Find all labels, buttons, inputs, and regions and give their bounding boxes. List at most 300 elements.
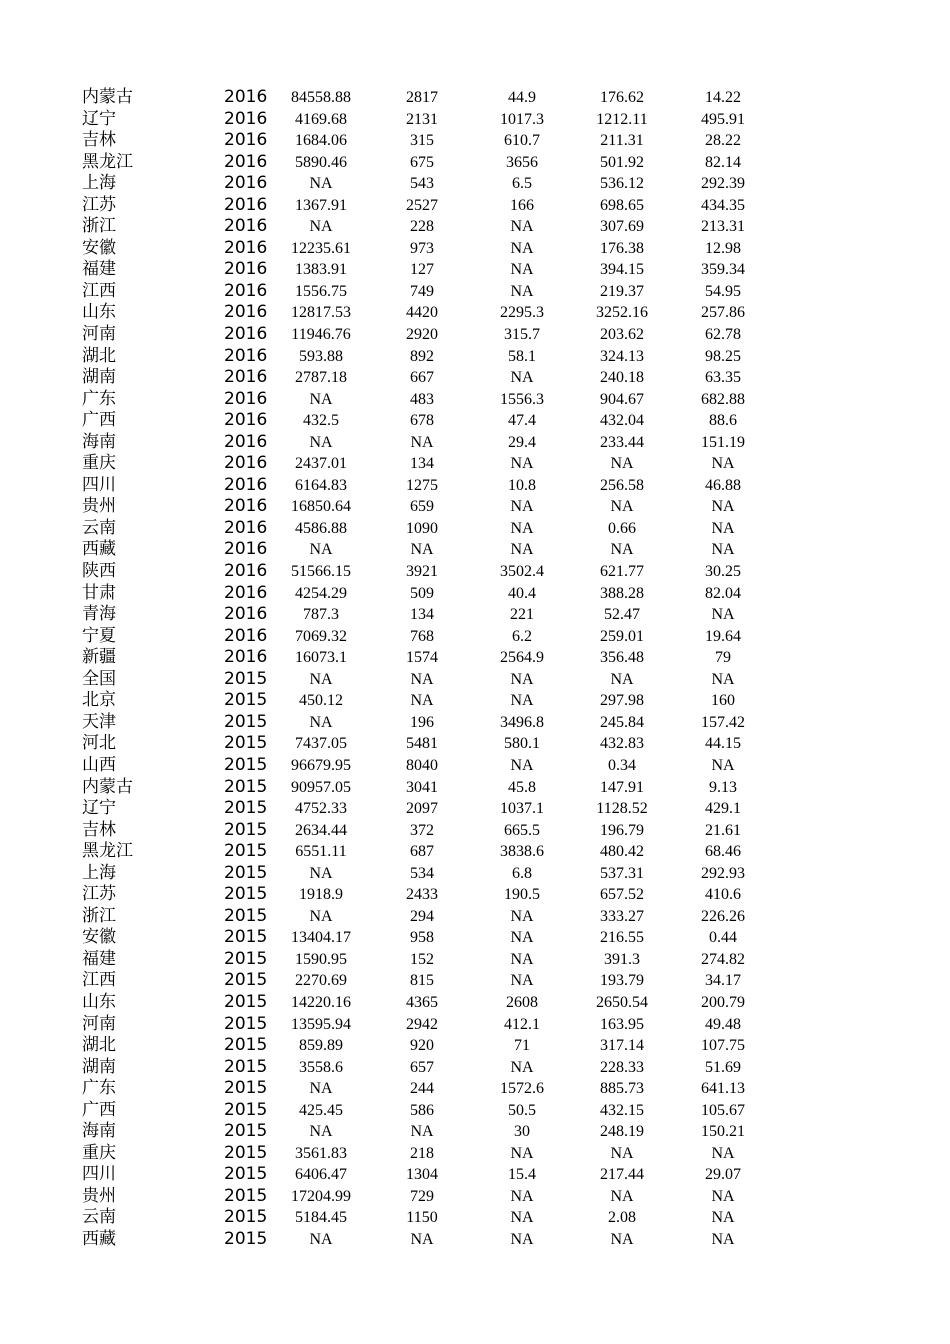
value-cell-1: NA [309,390,333,408]
year-cell: 2015 [224,1035,268,1056]
year-cell: 2015 [224,862,268,883]
value-cell-3: 29.4 [508,433,536,451]
value-cell-1: 425.45 [299,1101,343,1119]
value-cell-5: NA [711,606,735,624]
year-cell: 2016 [224,517,268,538]
value-cell-1: 3561.83 [295,1144,347,1162]
table-row [0,259,950,281]
region-cell: 安徽 [82,237,116,258]
table-row [0,561,950,583]
value-cell-4: 259.01 [600,627,644,645]
value-cell-3: 45.8 [508,778,536,796]
value-cell-3: 1037.1 [500,800,544,818]
value-cell-1: 432.5 [303,412,339,430]
region-cell: 湖北 [82,345,116,366]
value-cell-3: NA [510,692,534,710]
value-cell-1: 4586.88 [295,519,347,537]
value-cell-5: 68.46 [705,843,741,861]
year-cell: 2016 [224,151,268,172]
region-cell: 辽宁 [82,108,116,129]
table-row [0,755,950,777]
value-cell-3: 2295.3 [500,304,544,322]
value-cell-1: 1684.06 [295,132,347,150]
region-cell: 辽宁 [82,798,116,819]
table-row [0,130,950,152]
value-cell-5: 682.88 [701,390,745,408]
value-cell-5: 434.35 [701,196,745,214]
value-cell-2: 1304 [406,1166,438,1184]
value-cell-2: NA [410,433,434,451]
value-cell-5: NA [711,756,735,774]
region-cell: 上海 [82,862,116,883]
table-row [0,949,950,971]
value-cell-4: 432.04 [600,412,644,430]
value-cell-4: 248.19 [600,1123,644,1141]
value-cell-3: 10.8 [508,476,536,494]
year-cell: 2015 [224,1099,268,1120]
value-cell-4: 698.65 [600,196,644,214]
value-cell-3: 3838.6 [500,843,544,861]
value-cell-1: 13595.94 [291,1015,351,1033]
region-cell: 云南 [82,517,116,538]
value-cell-5: 49.48 [705,1015,741,1033]
value-cell-5: 160 [711,692,735,710]
value-cell-3: 6.8 [512,864,532,882]
value-cell-4: NA [610,1187,634,1205]
value-cell-5: 34.17 [705,972,741,990]
year-cell: 2016 [224,496,268,517]
year-cell: 2016 [224,87,268,107]
value-cell-4: 176.62 [600,89,644,106]
value-cell-5: 54.95 [705,282,741,300]
value-cell-1: 2437.01 [295,455,347,473]
value-cell-4: 388.28 [600,584,644,602]
value-cell-3: NA [510,1187,534,1205]
value-cell-5: NA [711,455,735,473]
value-cell-4: 356.48 [600,649,644,667]
region-cell: 广东 [82,1078,116,1099]
value-cell-2: 729 [410,1187,434,1205]
value-cell-5: 63.35 [705,369,741,387]
value-cell-1: 1590.95 [295,950,347,968]
value-cell-3: 50.5 [508,1101,536,1119]
year-cell: 2016 [224,324,268,345]
value-cell-1: 84558.88 [291,89,351,106]
value-cell-1: 90957.05 [291,778,351,796]
value-cell-4: 52.47 [604,606,640,624]
value-cell-3: 166 [510,196,534,214]
value-cell-5: 44.15 [705,735,741,753]
value-cell-3: 2564.9 [500,649,544,667]
region-cell: 贵州 [82,1185,116,1206]
region-cell: 广西 [82,1099,116,1120]
year-cell: 2016 [224,474,268,495]
value-cell-3: NA [510,239,534,257]
value-cell-5: 82.04 [705,584,741,602]
table-row [0,798,950,820]
value-cell-4: 228.33 [600,1058,644,1076]
value-cell-1: NA [309,713,333,731]
year-cell: 2015 [224,1185,268,1206]
value-cell-1: 13404.17 [291,929,351,947]
table-row [0,1143,950,1165]
value-cell-2: 2942 [406,1015,438,1033]
value-cell-4: 394.15 [600,261,644,279]
year-cell: 2016 [224,410,268,431]
value-cell-5: 82.14 [705,153,741,171]
table-row [0,367,950,389]
year-cell: 2015 [224,1121,268,1142]
region-cell: 贵州 [82,496,116,517]
table-row [0,346,950,368]
region-cell: 江西 [82,970,116,991]
value-cell-2: 8040 [406,756,438,774]
region-cell: 四川 [82,474,116,495]
region-cell: 江西 [82,280,116,301]
region-cell: 陕西 [82,561,116,582]
region-cell: 海南 [82,431,116,452]
value-cell-1: NA [309,907,333,925]
value-cell-4: NA [610,498,634,516]
value-cell-1: 96679.95 [291,756,351,774]
year-cell: 2016 [224,625,268,646]
region-cell: 江苏 [82,884,116,905]
region-cell: 上海 [82,173,116,194]
value-cell-5: 151.19 [701,433,745,451]
year-cell: 2016 [224,173,268,194]
region-cell: 天津 [82,711,116,732]
table-row [0,1100,950,1122]
value-cell-4: 217.44 [600,1166,644,1184]
table-row [0,992,950,1014]
table-row [0,432,950,454]
region-cell: 福建 [82,948,116,969]
value-cell-2: 196 [410,713,434,731]
region-cell: 江苏 [82,194,116,215]
region-cell: 西藏 [82,539,116,560]
value-cell-2: 543 [410,175,434,193]
table-row [0,927,950,949]
year-cell: 2016 [224,280,268,301]
value-cell-2: 218 [410,1144,434,1162]
value-cell-1: 787.3 [303,606,339,624]
value-cell-2: 372 [410,821,434,839]
year-cell: 2015 [224,1078,268,1099]
value-cell-4: 211.31 [600,132,644,150]
value-cell-3: NA [510,541,534,559]
year-cell: 2015 [224,1228,268,1249]
value-cell-2: 3921 [406,563,438,581]
region-cell: 四川 [82,1164,116,1185]
value-cell-5: 62.78 [705,326,741,344]
value-cell-3: 15.4 [508,1166,536,1184]
year-cell: 2015 [224,798,268,819]
value-cell-3: 71 [514,1037,530,1055]
year-cell: 2016 [224,130,268,151]
year-cell: 2015 [224,690,268,711]
year-cell: 2015 [224,841,268,862]
value-cell-4: 621.77 [600,563,644,581]
year-cell: 2015 [224,884,268,905]
value-cell-5: NA [711,519,735,537]
value-cell-4: 432.15 [600,1101,644,1119]
year-cell: 2016 [224,539,268,560]
value-cell-4: 256.58 [600,476,644,494]
value-cell-2: 675 [410,153,434,171]
year-cell: 2015 [224,927,268,948]
value-cell-2: 483 [410,390,434,408]
value-cell-1: 51566.15 [291,563,351,581]
table-row [0,195,950,217]
table-row [0,604,950,626]
year-cell: 2015 [224,970,268,991]
year-cell: 2015 [224,668,268,689]
value-cell-5: NA [711,670,735,688]
value-cell-2: 973 [410,239,434,257]
value-cell-1: 593.88 [299,347,343,365]
value-cell-1: 2270.69 [295,972,347,990]
value-cell-4: 219.37 [600,282,644,300]
table-row [0,1164,950,1186]
value-cell-5: 30.25 [705,563,741,581]
value-cell-1: 5184.45 [295,1209,347,1227]
year-cell: 2016 [224,216,268,237]
value-cell-4: 885.73 [600,1080,644,1098]
value-cell-5: NA [711,1209,735,1227]
value-cell-1: 12817.53 [291,304,351,322]
value-cell-4: 0.34 [608,756,636,774]
value-cell-5: 200.79 [701,993,745,1011]
value-cell-1: 1918.9 [299,886,343,904]
year-cell: 2015 [224,905,268,926]
value-cell-5: 46.88 [705,476,741,494]
value-cell-1: 859.89 [299,1037,343,1055]
value-cell-1: 450.12 [299,692,343,710]
year-cell: 2015 [224,733,268,754]
value-cell-4: 216.55 [600,929,644,947]
value-cell-3: NA [510,950,534,968]
table-row [0,173,950,195]
value-cell-4: 3252.16 [596,304,648,322]
value-cell-1: NA [309,670,333,688]
value-cell-1: NA [309,864,333,882]
region-cell: 吉林 [82,130,116,151]
table-row [0,906,950,928]
value-cell-2: 134 [410,455,434,473]
table-row [0,539,950,561]
value-cell-1: 5890.46 [295,153,347,171]
value-cell-3: NA [510,261,534,279]
value-cell-2: 4420 [406,304,438,322]
value-cell-3: 3656 [506,153,538,171]
value-cell-5: 157.42 [701,713,745,731]
value-cell-3: 6.2 [512,627,532,645]
value-cell-5: 495.91 [701,110,745,128]
value-cell-2: 228 [410,218,434,236]
region-cell: 广东 [82,388,116,409]
value-cell-3: NA [510,519,534,537]
value-cell-4: NA [610,1230,634,1248]
region-cell: 河北 [82,733,116,754]
year-cell: 2016 [224,237,268,258]
table-row [0,1207,950,1229]
value-cell-5: 79 [715,649,731,667]
region-cell: 广西 [82,410,116,431]
region-cell: 甘肃 [82,582,116,603]
value-cell-4: NA [610,670,634,688]
value-cell-5: 429.1 [705,800,741,818]
value-cell-5: NA [711,1187,735,1205]
table-row [0,841,950,863]
value-cell-5: 292.39 [701,175,745,193]
value-cell-5: 359.34 [701,261,745,279]
value-cell-2: 749 [410,282,434,300]
value-cell-2: 152 [410,950,434,968]
value-cell-3: 221 [510,606,534,624]
region-cell: 内蒙古 [82,776,133,797]
value-cell-2: 1574 [406,649,438,667]
value-cell-5: 226.26 [701,907,745,925]
value-cell-4: 203.62 [600,326,644,344]
data-sheet [0,87,950,1251]
value-cell-4: 432.83 [600,735,644,753]
table-row [0,410,950,432]
table-row [0,690,950,712]
value-cell-1: 2634.44 [295,821,347,839]
table-row [0,777,950,799]
value-cell-5: 0.44 [709,929,737,947]
value-cell-1: 14220.16 [291,993,351,1011]
value-cell-3: NA [510,1209,534,1227]
value-cell-2: 3041 [406,778,438,796]
table-row [0,152,950,174]
value-cell-2: 687 [410,843,434,861]
value-cell-1: 11946.76 [291,326,351,344]
value-cell-4: 193.79 [600,972,644,990]
value-cell-2: 659 [410,498,434,516]
value-cell-4: NA [610,541,634,559]
value-cell-2: NA [410,1230,434,1248]
value-cell-5: 274.82 [701,950,745,968]
value-cell-3: NA [510,756,534,774]
value-cell-2: 2817 [406,89,438,106]
value-cell-2: 294 [410,907,434,925]
region-cell: 黑龙江 [82,841,133,862]
value-cell-3: 30 [514,1123,530,1141]
value-cell-3: NA [510,907,534,925]
value-cell-1: 1556.75 [295,282,347,300]
value-cell-1: 7069.32 [295,627,347,645]
value-cell-4: 0.66 [608,519,636,537]
value-cell-3: 44.9 [508,89,536,106]
value-cell-2: 2131 [406,110,438,128]
value-cell-5: 105.67 [701,1101,745,1119]
table-row [0,1121,950,1143]
table-row [0,583,950,605]
value-cell-1: 4752.33 [295,800,347,818]
year-cell: 2016 [224,431,268,452]
value-cell-2: 5481 [406,735,438,753]
table-row [0,1014,950,1036]
value-cell-4: 1128.52 [596,800,648,818]
value-cell-3: NA [510,1058,534,1076]
table-row [0,863,950,885]
year-cell: 2015 [224,1207,268,1228]
region-cell: 全国 [82,668,116,689]
year-cell: 2015 [224,1056,268,1077]
value-cell-1: NA [309,1230,333,1248]
table-row [0,1186,950,1208]
value-cell-2: 315 [410,132,434,150]
value-cell-3: 1572.6 [500,1080,544,1098]
region-cell: 重庆 [82,453,116,474]
value-cell-1: NA [309,541,333,559]
value-cell-4: 324.13 [600,347,644,365]
value-cell-4: 176.38 [600,239,644,257]
value-cell-5: 29.07 [705,1166,741,1184]
year-cell: 2015 [224,991,268,1012]
value-cell-3: NA [510,369,534,387]
region-cell: 湖南 [82,1056,116,1077]
year-cell: 2016 [224,367,268,388]
value-cell-4: 480.42 [600,843,644,861]
value-cell-5: 51.69 [705,1058,741,1076]
table-row [0,518,950,540]
value-cell-4: 391.3 [604,950,640,968]
value-cell-2: NA [410,692,434,710]
value-cell-2: 657 [410,1058,434,1076]
value-cell-2: 667 [410,369,434,387]
value-cell-1: 17204.99 [291,1187,351,1205]
value-cell-4: 307.69 [600,218,644,236]
value-cell-5: NA [711,498,735,516]
value-cell-3: 58.1 [508,347,536,365]
value-cell-4: 163.95 [600,1015,644,1033]
value-cell-5: NA [711,1230,735,1248]
year-cell: 2015 [224,754,268,775]
table-row [0,216,950,238]
value-cell-4: 245.84 [600,713,644,731]
region-cell: 山东 [82,991,116,1012]
year-cell: 2015 [224,1142,268,1163]
region-cell: 重庆 [82,1142,116,1163]
value-cell-5: 88.6 [709,412,737,430]
value-cell-1: 6164.83 [295,476,347,494]
value-cell-1: 6406.47 [295,1166,347,1184]
value-cell-4: 501.92 [600,153,644,171]
value-cell-2: 127 [410,261,434,279]
value-cell-3: NA [510,1230,534,1248]
value-cell-3: 1556.3 [500,390,544,408]
year-cell: 2016 [224,647,268,668]
region-cell: 西藏 [82,1228,116,1249]
year-cell: 2015 [224,1013,268,1034]
table-row [0,453,950,475]
value-cell-4: 333.27 [600,907,644,925]
value-cell-1: NA [309,433,333,451]
table-row [0,496,950,518]
value-cell-3: 6.5 [512,175,532,193]
region-cell: 宁夏 [82,625,116,646]
value-cell-3: NA [510,929,534,947]
value-cell-5: 257.86 [701,304,745,322]
region-cell: 河南 [82,1013,116,1034]
value-cell-4: 297.98 [600,692,644,710]
value-cell-3: NA [510,972,534,990]
region-cell: 吉林 [82,819,116,840]
value-cell-5: NA [711,541,735,559]
value-cell-5: 9.13 [709,778,737,796]
